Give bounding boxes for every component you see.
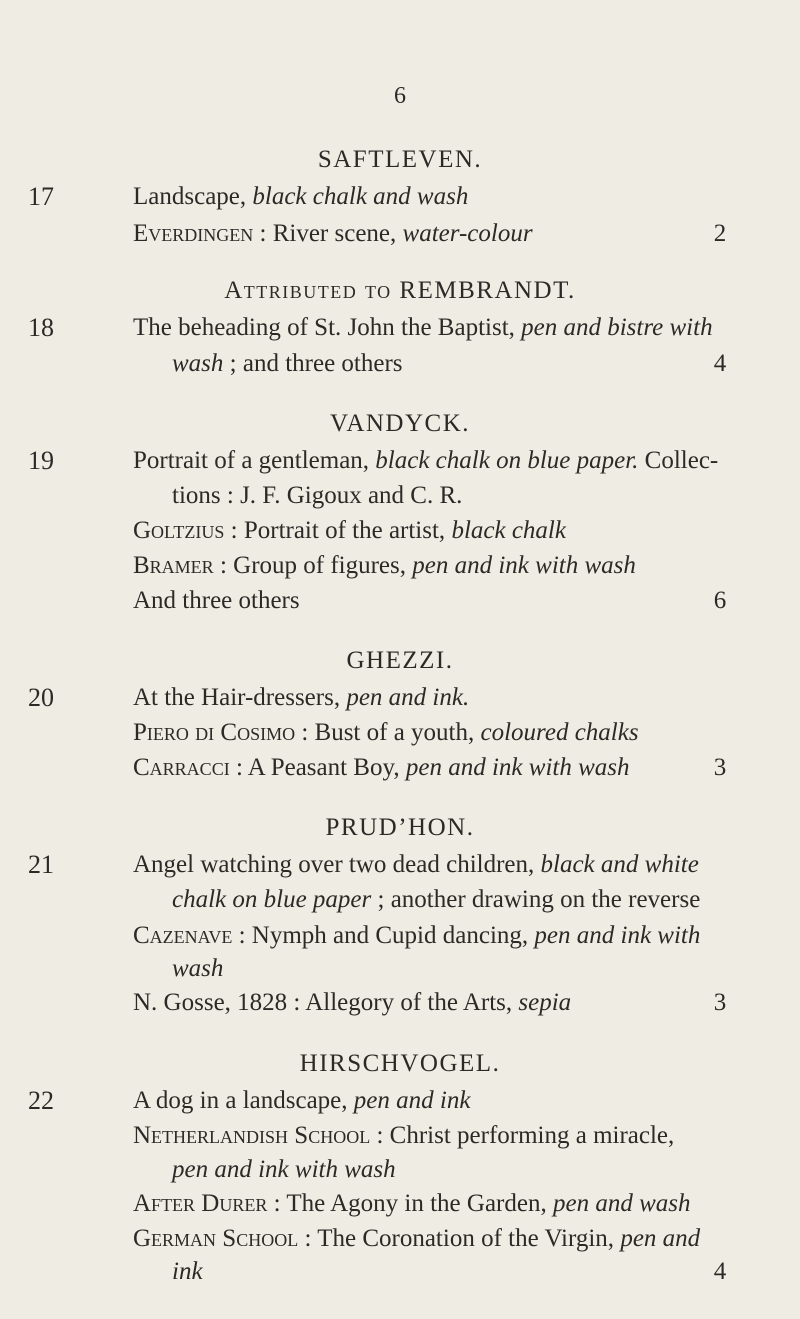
lot-line: pen and ink with wash xyxy=(172,1156,396,1183)
lot-line: ink xyxy=(172,1258,203,1285)
lot-line: Carracci : A Peasant Boy, pen and ink with wash xyxy=(133,754,630,781)
section-heading-hirschvogel: HIRSCHVOGEL. xyxy=(299,1050,501,1077)
section-heading-vandyck: VANDYCK. xyxy=(329,410,471,437)
lot-quantity: 6 xyxy=(713,587,727,614)
page-number: 6 xyxy=(394,83,406,109)
lot-quantity: 4 xyxy=(713,1258,727,1285)
section-heading-saftleven: SAFTLEVEN. xyxy=(317,146,483,173)
lot-line: N. Gosse, 1828 : Allegory of the Arts, sepia xyxy=(133,989,572,1016)
lot-quantity: 2 xyxy=(713,220,727,247)
lot-number: 17 xyxy=(28,182,54,211)
lot-line: Angel watching over two dead children, black and white xyxy=(133,851,699,878)
lot-line: After Durer : The Agony in the Garden, pen and wash xyxy=(133,1190,691,1217)
lot-line: Bramer : Group of figures, pen and ink with wash xyxy=(133,552,636,579)
lot-quantity: 4 xyxy=(713,350,727,377)
lot-number: 21 xyxy=(28,850,54,879)
lot-line: A dog in a landscape, pen and ink xyxy=(133,1087,471,1114)
lot-line: tions : J. F. Gigoux and C. R. xyxy=(172,482,463,509)
lot-line: At the Hair-dressers, pen and ink. xyxy=(133,684,470,711)
lot-quantity: 3 xyxy=(713,989,727,1016)
lot-line: German School : The Coronation of the Virgin, pen and xyxy=(133,1225,701,1252)
section-heading-rembrandt: Attributed to REMBRANDT. xyxy=(224,277,576,304)
lot-line: Portrait of a gentleman, black chalk on blue paper. Collec- xyxy=(133,447,719,474)
lot-line: Cazenave : Nymph and Cupid dancing, pen and ink with xyxy=(133,922,701,949)
lot-number: 18 xyxy=(28,313,54,342)
section-heading-ghezzi: GHEZZI. xyxy=(346,647,454,674)
lot-line: Netherlandish School : Christ performing a miracle, xyxy=(133,1122,675,1149)
lot-line: And three others xyxy=(133,587,300,614)
lot-line: wash xyxy=(172,955,224,982)
lot-line: Everdingen : River scene, water-colour xyxy=(133,220,533,247)
lot-number: 19 xyxy=(28,446,54,475)
lot-line: Piero di Cosimo : Bust of a youth, coloured chalks xyxy=(133,719,639,746)
lot-line: Goltzius : Portrait of the artist, black chalk xyxy=(133,517,566,544)
lot-line: The beheading of St. John the Baptist, pen and bistre with xyxy=(133,314,713,341)
lot-number: 22 xyxy=(28,1086,54,1115)
lot-number: 20 xyxy=(28,683,54,712)
section-heading-prudhon: PRUD’HON. xyxy=(325,814,475,841)
lot-quantity: 3 xyxy=(713,754,727,781)
lot-line: wash ; and three others xyxy=(172,350,403,377)
lot-line: chalk on blue paper ; another drawing on the reverse xyxy=(172,886,701,913)
lot-line: Landscape, black chalk and wash xyxy=(133,183,469,210)
